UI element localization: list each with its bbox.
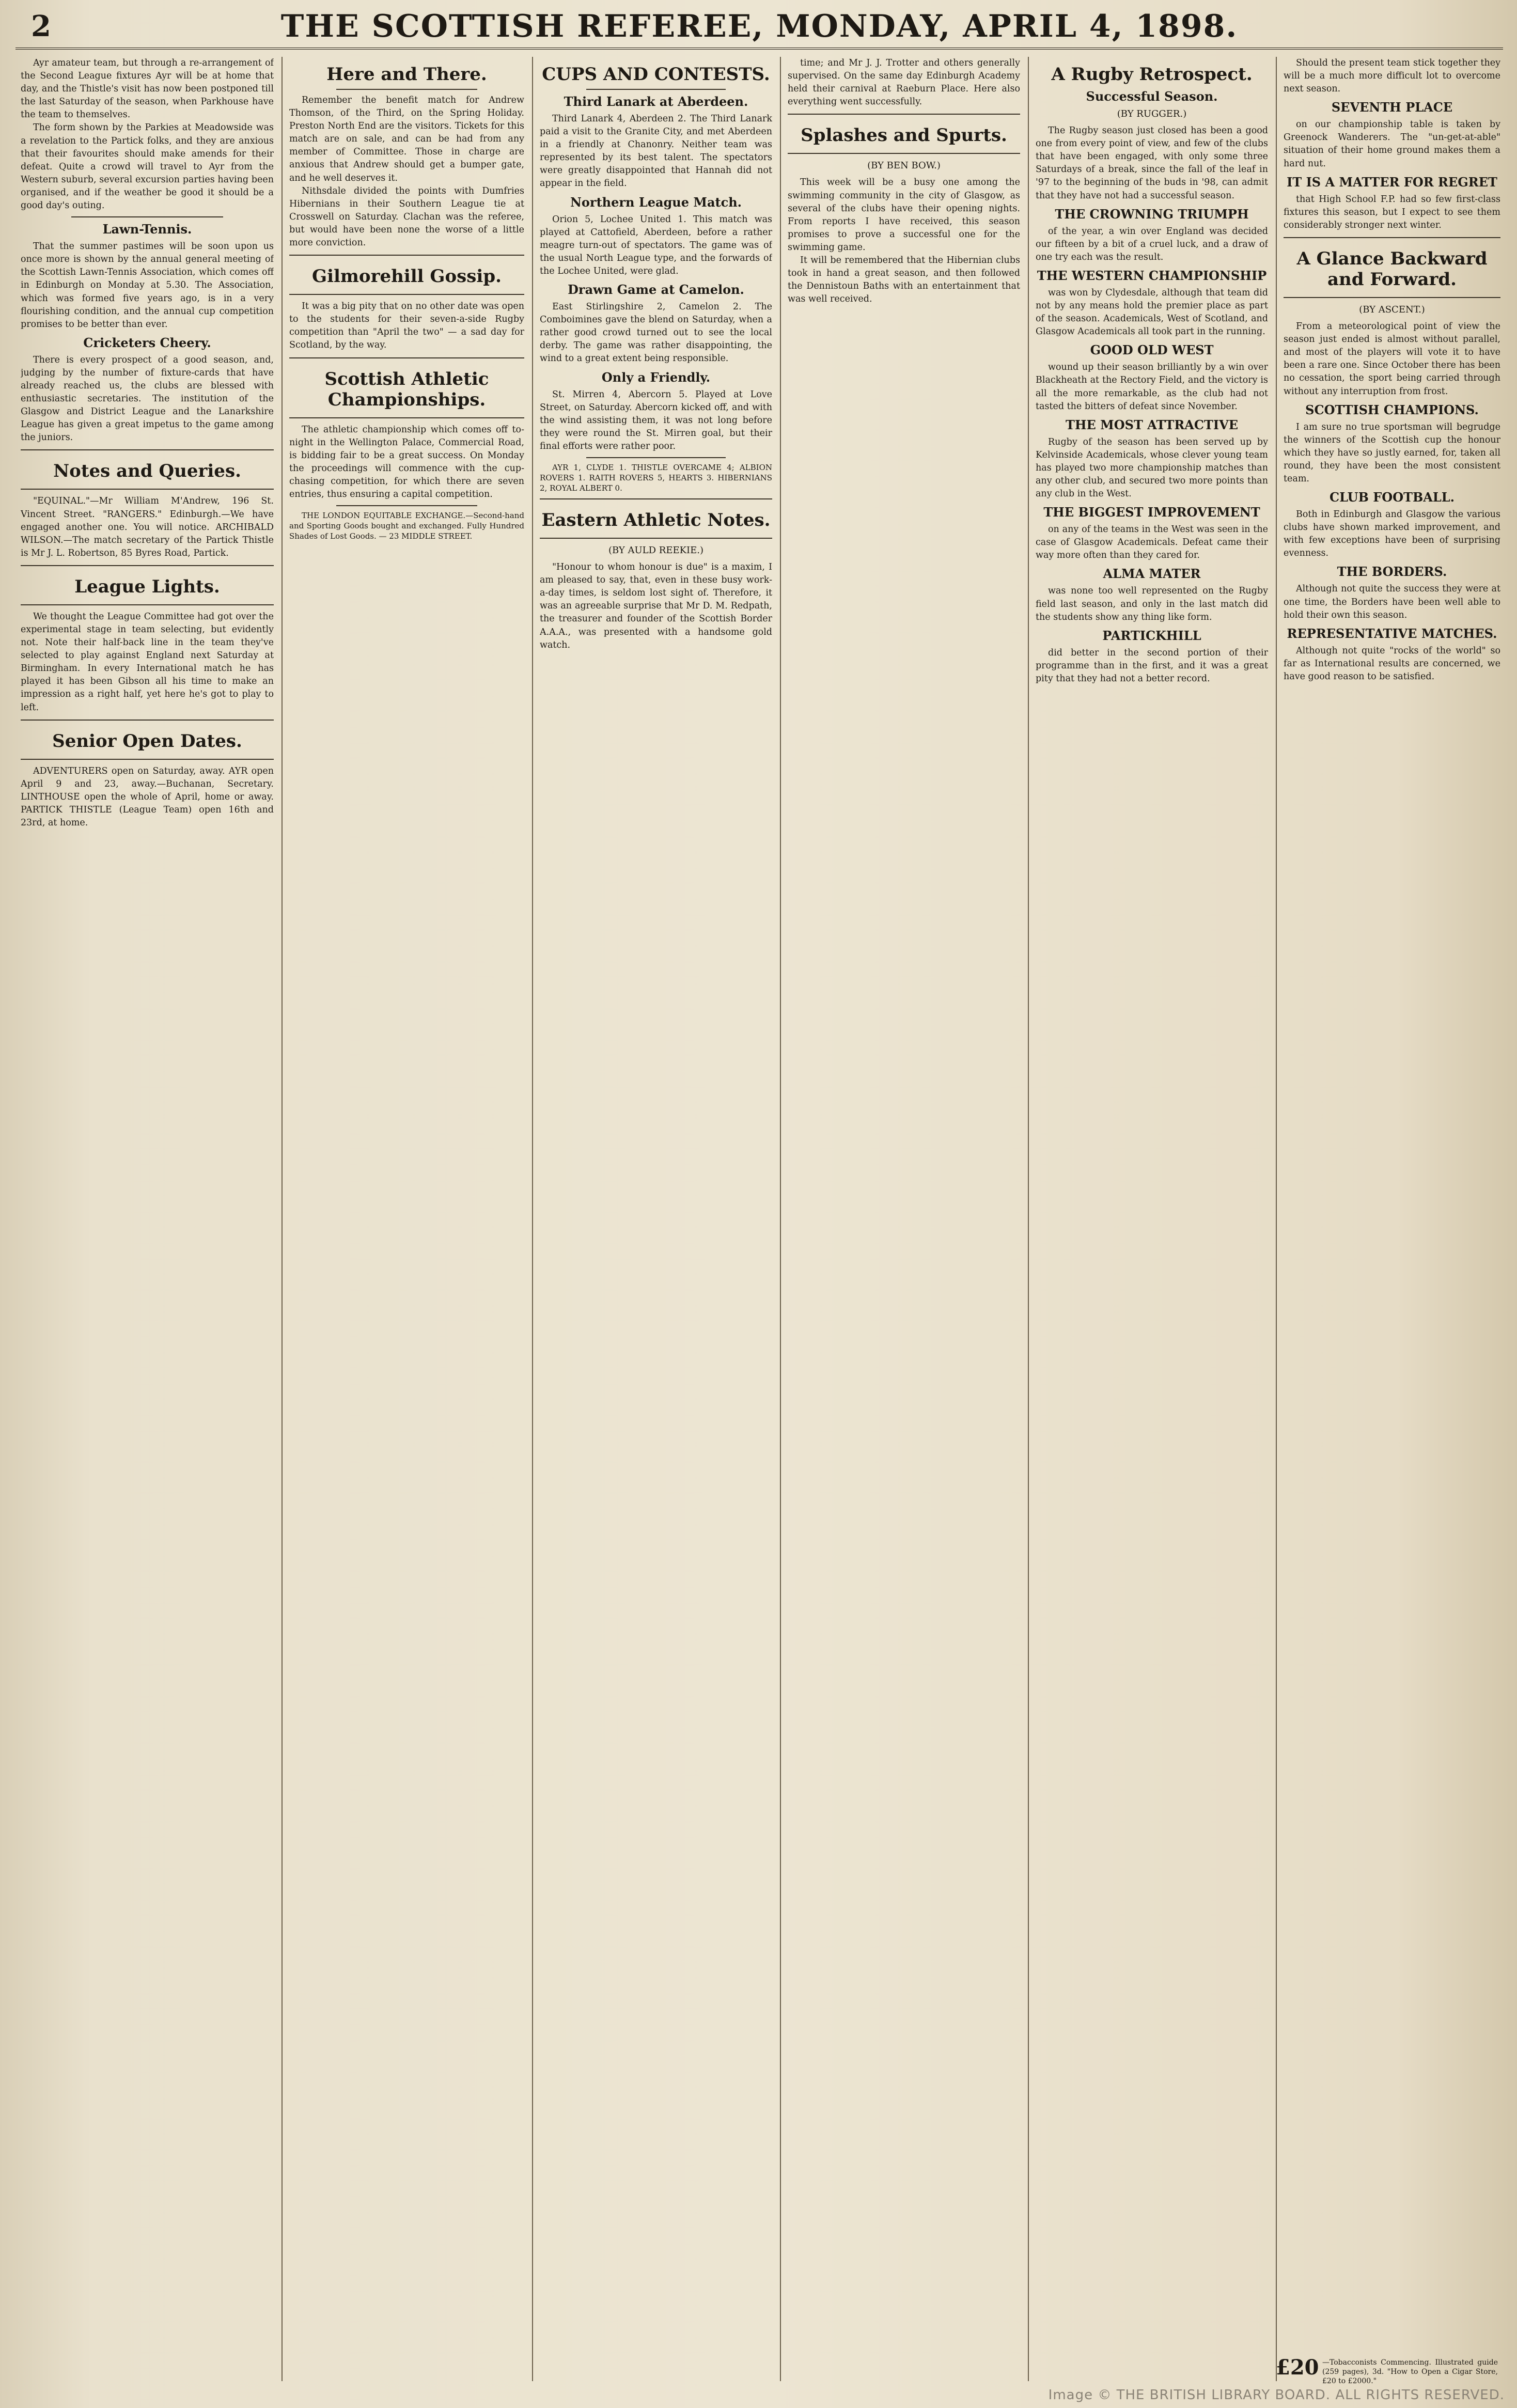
subheading: IT IS A MATTER FOR REGRET	[1287, 174, 1497, 190]
masthead-title: THE SCOTTISH REFEREE, MONDAY, APRIL 4, 1898.	[280, 8, 1238, 44]
article-text: It was a big pity that on no other date was open to the students for their seven-a-side Rugby competition than "April the two" — a sad day for Scotland, by the way.	[289, 301, 524, 351]
article-text: that High School F.P. had so few first-class fixtures this season, but I expect to see them considerably stronger next winter.	[1284, 194, 1500, 230]
byline: (BY RUGGER.)	[1117, 108, 1187, 119]
article-text: "EQUINAL."—Mr William M'Andrew, 196 St. Vincent Street. "RANGERS." Edinburgh.—We have engaged another one. You will notice. ARCHIBALD WILSON.—The match secretary of the Partick Thistle is Mr J. L. Robertson, 85 Byres Road, Partick.	[21, 496, 274, 558]
article-text: The form shown by the Parkies at Meadowside was a revelation to the Partick folks, and they are anxious that their favourites should make amends for their defeat. Quite a crowd will travel to Ayr from the Western suburb, several excursion parties having been organised, and if the weather be good it should be a good day's outing.	[21, 122, 274, 211]
article-text: ADVENTURERS open on Saturday, away. AYR open April 9 and 23, away.—Buchanan, Secretary. LINTHOUSE open the whole of April, home or away. PARTICK THISTLE (League Team) open 16th and 23rd, at home.	[21, 765, 274, 828]
headline-gilmorehill-gossip: Gilmorehill Gossip.	[312, 266, 502, 287]
divider	[336, 89, 477, 90]
subheading: SCOTTISH CHAMPIONS.	[1305, 402, 1479, 417]
divider	[586, 457, 726, 458]
column-rule	[1028, 57, 1029, 2381]
column-rule	[780, 57, 781, 2381]
divider	[586, 89, 726, 90]
subheading: THE CROWNING TRIUMPH	[1055, 206, 1249, 222]
article-text: Both in Edinburgh and Glasgow the various clubs have shown marked improvement, and with few exceptions have been of surprising evenness.	[1284, 509, 1500, 559]
article-text: The Rugby season just closed has been a good one from every point of view, and few of the clubs that have been engaged, with only some three Saturdays of a break, since the fall of the leaf in '97 to the beginning of the buds in '98, can admit that they have not had a successful season.	[1036, 126, 1268, 201]
article-text: It will be remembered that the Hibernian clubs took in hand a great season, and then followed the Dennistoun Baths with an entertainment that was well received.	[788, 255, 1020, 305]
article-text: The athletic championship which comes off to-night in the Wellington Palace, Commercial Road, is bidding fair to be a great success. On Monday the proceedings will commence with the cup-chasing competition, for which there are seven entries, thus ensuring a capital competition.	[289, 424, 524, 499]
column-4	[788, 57, 1020, 2381]
subheading: Successful Season.	[1086, 89, 1218, 104]
headline-league-lights: League Lights.	[74, 576, 220, 597]
headline-eastern-athletic: Eastern Athletic Notes.	[541, 509, 771, 530]
headline-rugby-retrospect: A Rugby Retrospect.	[1051, 64, 1253, 85]
subheading: Only a Friendly.	[601, 369, 711, 385]
article-text: on any of the teams in the West was seen in the case of Glasgow Academicals. Defeat came their way more often than they cared for.	[1036, 524, 1268, 561]
divider	[336, 505, 477, 506]
column-6	[1284, 57, 1500, 2381]
article-text: Although not quite "rocks of the world" so far as International results are concerned, we have good reason to be satisfied.	[1284, 645, 1500, 682]
article-text: Remember the benefit match for Andrew Thomson, of the Third, on the Spring Holiday. Preston North End are the visitors. Tickets for this match are on sale, and can be had from any member of Committee. Those in charge are anxious that Andrew should get a bumper gate, and he well deserves it.	[289, 95, 524, 183]
headline-notes-queries: Notes and Queries.	[53, 461, 241, 482]
article-text: Orion 5, Lochee United 1. This match was played at Cattofield, Aberdeen, before a rather meagre turn-out of spectators. The game was of the usual North League type, and the forwards of the Lochee United, were glad.	[540, 214, 772, 276]
article-text: was none too well represented on the Rugby field last season, and only in the last match did the students show any thing like form.	[1036, 586, 1268, 622]
article-text: East Stirlingshire 2, Camelon 2. The Comboimines gave the blend on Saturday, when a rather good crowd turned out to see the local derby. The game was rather disappointing, the wind to a great extent being responsible.	[540, 302, 772, 364]
byline: (BY BEN BOW.)	[867, 160, 941, 171]
headline-cups-contests: CUPS AND CONTESTS.	[542, 64, 770, 85]
article-text: on our championship table is taken by Greenock Wanderers. The "un-get-at-able" situation of their home ground makes them a hard nut.	[1284, 119, 1500, 169]
article-text: was won by Clydesdale, although that team did not by any means hold the premier place as part of the season. Academicals, West of Scotland, and Glasgow Academicals all took part in the running.	[1036, 287, 1268, 337]
column-rule	[281, 57, 283, 2381]
article-text: Ayr amateur team, but through a re-arrangement of the Second League fixtures Ayr will be at home that day, and the Thistle's visit has now been postponed till the last Saturday of the season, when Parkhouse have the team to themselves.	[21, 58, 274, 120]
results-list: AYR 1, CLYDE 1. THISTLE OVERCAME 4; ALBION ROVERS 1. RAITH ROVERS 5, HEARTS 3. HIBERNIANS 2, ROYAL ALBERT 0.	[540, 462, 772, 493]
article-text: of the year, a win over England was decided our fifteen by a bit of a cruel luck, and a draw of one try each was the result.	[1036, 226, 1268, 262]
article-text: From a meteorological point of view the season just ended is almost without parallel, and most of the players will vote it to have been a rare one. Since October there has been no cessation, the sport being carried through without any interruption from frost.	[1284, 321, 1500, 397]
headline-senior-open-dates: Senior Open Dates.	[52, 730, 242, 752]
headline-splashes-spurts: Splashes and Spurts.	[801, 125, 1007, 146]
article-text: Third Lanark 4, Aberdeen 2. The Third Lanark paid a visit to the Granite City, and met Aberdeen in a friendly at Chanonry. Neither team was represented by its best talent. The spectators were greatly disappointed that Hannah did not appear in the field.	[540, 114, 772, 189]
advertisement: —Tobacconists Commencing. Illustrated guide (259 pages), 3d. "How to Open a Cigar Store, £20 to £2000."	[1322, 2358, 1498, 2385]
subheading: Northern League Match.	[570, 194, 742, 210]
subheading: GOOD OLD WEST	[1090, 342, 1214, 358]
subheading: THE BORDERS.	[1337, 564, 1447, 580]
article-text: We thought the League Committee had got over the experimental stage in team selecting, but evidently not. Note their half-back line in the team they've selected to play against England next Saturday at Birmingham. In every International match he has played it has been Gibson all his time to make an impression as a right half, yet here he's got to play to left.	[21, 611, 274, 713]
advertisement: THE LONDON EQUITABLE EXCHANGE.—Second-hand and Sporting Goods bought and exchanged. Fully Hundred Shades of Lost Goods. — 23 MIDDLE STREET.	[289, 511, 524, 541]
section-heading: Lawn-Tennis.	[102, 222, 192, 237]
image-credit: Image © THE BRITISH LIBRARY BOARD. ALL RIGHTS RESERVED.	[1048, 2387, 1505, 2403]
subheading: THE MOST ATTRACTIVE	[1065, 417, 1239, 432]
article-text: There is every prospect of a good season, and, judging by the number of fixture-cards that have already reached us, the clubs are blessed with enthusiastic secretaries. The institution of the Glasgow and District League and the Lanarkshire League has given a great impetus to the game among the juniors.	[21, 354, 274, 443]
section-heading: Cricketers Cheery.	[83, 335, 211, 350]
subheading: SEVENTH PLACE	[1331, 100, 1453, 115]
article-text: Although not quite the success they were at one time, the Borders have been well able to hold their own this season.	[1284, 584, 1500, 620]
byline: (BY AULD REEKIE.)	[608, 544, 704, 556]
divider	[71, 216, 223, 217]
advertisement-price: £20	[1276, 2355, 1319, 2380]
column-rule	[532, 57, 533, 2381]
subheading: PARTICKHILL	[1102, 628, 1201, 643]
byline: (BY ASCENT.)	[1359, 304, 1425, 315]
article-text: Nithsdale divided the points with Dumfries Hibernians in their Southern League tie at Crosswell on Saturday. Clachan was the referee, but would have been none the worse of a little more conviction.	[289, 185, 524, 248]
article-text: Rugby of the season has been served up by Kelvinside Academicals, whose clever young team has played two more championship matches than any other club, and secured two more points than any club in the West.	[1036, 436, 1268, 499]
subheading: THE WESTERN CHAMPIONSHIP	[1037, 268, 1267, 283]
article-text: wound up their season brilliantly by a win over Blackheath at the Rectory Field, and the victory is all the more remarkable, as the club had not tasted the bitters of defeat since November.	[1036, 362, 1268, 412]
article-text: I am sure no true sportsman will begrudge the winners of the Scottish cup the honour which they have so justly earned, for, taken all round, they have been the most consistent team.	[1284, 421, 1500, 484]
subheading: REPRESENTATIVE MATCHES.	[1287, 626, 1497, 641]
headline-athletic-championships: Scottish Athletic Championships.	[324, 368, 489, 410]
article-text: Should the present team stick together they will be a much more difficult lot to overcome next season.	[1284, 58, 1500, 95]
article-text: did better in the second portion of their programme than in the first, and it was a great pity that they had not a better record.	[1036, 647, 1268, 684]
column-2	[289, 57, 524, 2381]
column-1	[21, 57, 274, 2381]
subheading: CLUB FOOTBALL.	[1330, 490, 1455, 505]
article-text: "Honour to whom honour is due" is a maxim, I am pleased to say, that, even in these busy work-a-day times, is seldom lost sight of. Therefore, it was an agreeable surprise that Mr D. M. Redpath, the treasurer and founder of the Scottish Border A.A.A., was presented with a handsome gold watch.	[540, 562, 772, 650]
subheading: ALMA MATER	[1103, 566, 1201, 582]
subheading: Drawn Game at Camelon.	[568, 282, 744, 298]
article-text: time; and Mr J. J. Trotter and others generally supervised. On the same day Edinburgh Academy held their carnival at Raeburn Place. Here also everything went successfully.	[788, 58, 1020, 107]
page-number: 2	[31, 9, 51, 43]
headline-here-and-there: Here and There.	[326, 64, 487, 85]
subheading: Third Lanark at Aberdeen.	[564, 94, 748, 109]
column-3	[540, 57, 772, 2381]
headline-glance-backward: A Glance Backward and Forward.	[1296, 248, 1488, 290]
subheading: THE BIGGEST IMPROVEMENT	[1043, 505, 1260, 520]
article-text: This week will be a busy one among the swimming community in the city of Glasgow, as several of the clubs have their opening nights. From reports I have received, this season promises to prove a successful one for the swimming game.	[788, 177, 1020, 253]
masthead	[15, 6, 1503, 50]
article-text: That the summer pastimes will be soon upon us once more is shown by the annual general meeting of the Scottish Lawn-Tennis Association, which comes off in Edinburgh on Monday at 5.30. The Association, which was formed five years ago, is in a very flourishing condition, and the annual cup competition promises to be better than ever.	[21, 241, 274, 330]
article-text: St. Mirren 4, Abercorn 5. Played at Love Street, on Saturday. Abercorn kicked off, and with the wind assisting them, it was not long before they were round the St. Mirren goal, but their final efforts were rather poor.	[540, 389, 772, 451]
column-5	[1036, 57, 1268, 2381]
column-rule	[1276, 57, 1277, 2381]
